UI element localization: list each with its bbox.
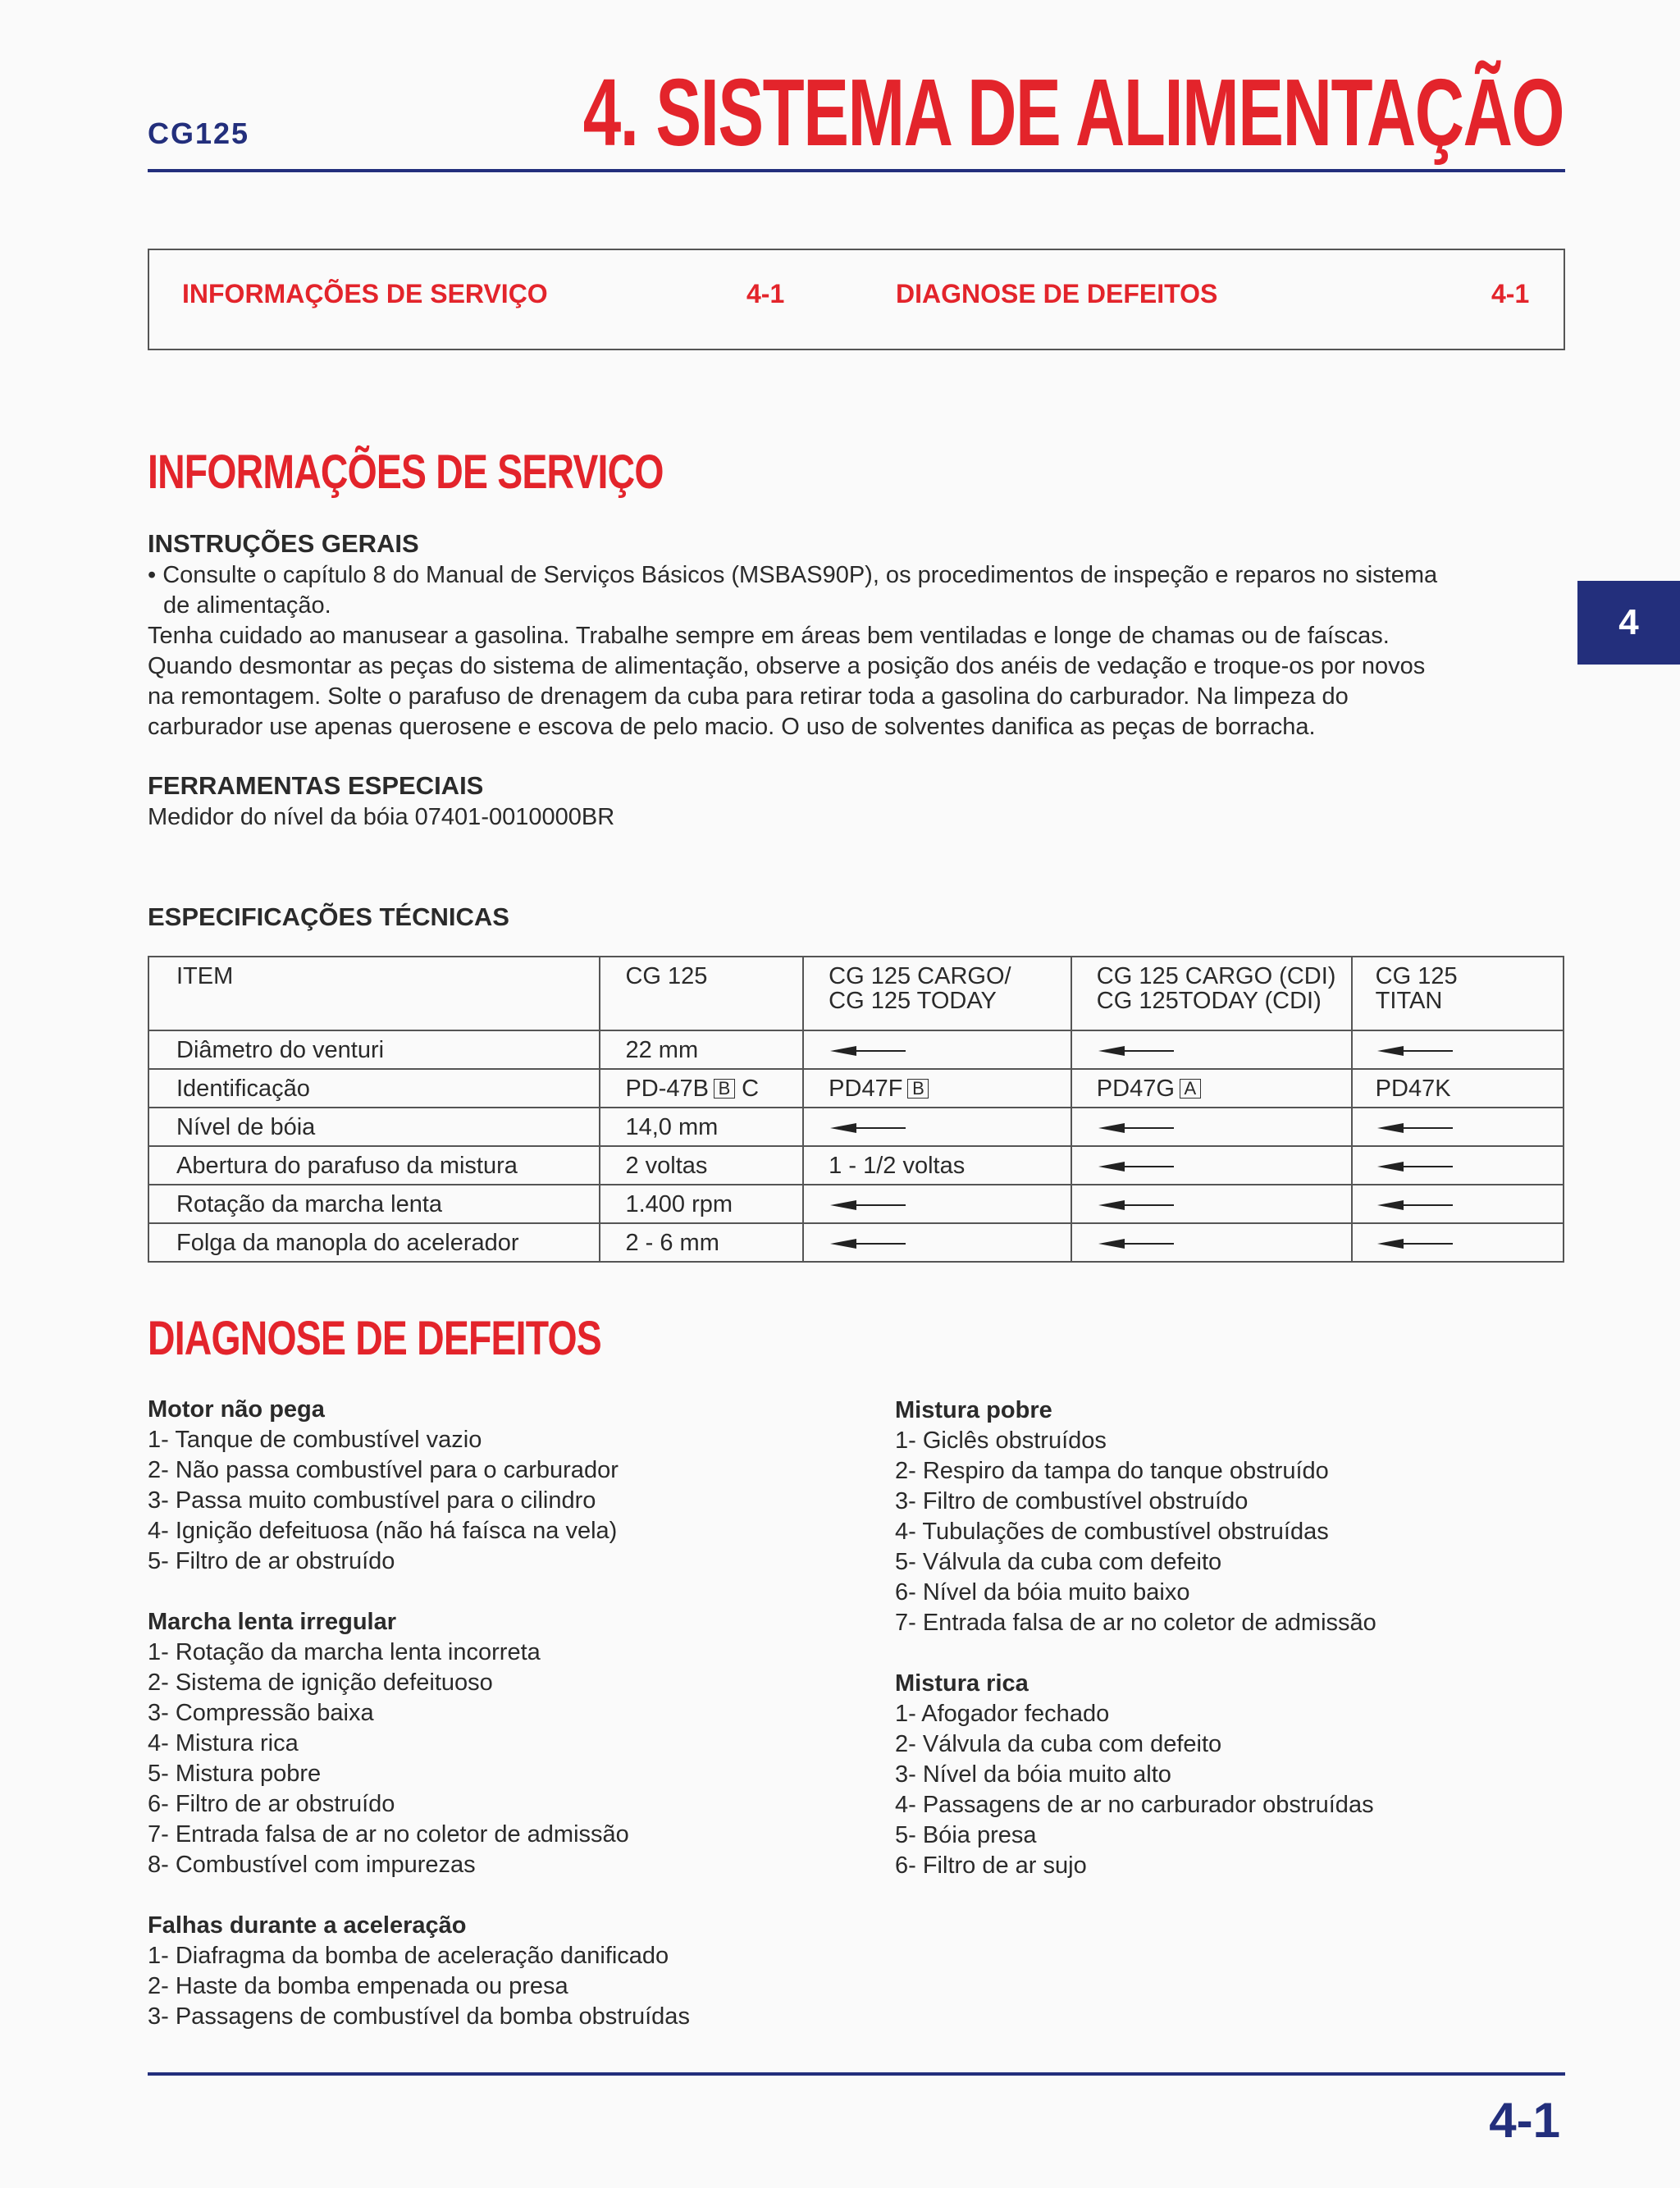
general-instructions-text	[148, 560, 1437, 742]
general-line: na remontagem. Solte o parafuso de drenagem da cuba para retirar toda a gasolina do carburador. Na limpeza do	[148, 683, 1349, 710]
list-item: 5- Mistura pobre	[148, 1761, 322, 1787]
general-line: • Consulte o capítulo 8 do Manual de Serviços Básicos (MSBAS90P), os procedimentos de inspeção e reparos no sistema	[148, 562, 1438, 588]
table-header-row	[148, 957, 1564, 1030]
table-row	[148, 1223, 1564, 1262]
carb-id: PD-47B	[625, 1075, 710, 1102]
value-cell: 2 - 6 mm	[600, 1223, 803, 1262]
list-item: 5- Filtro de ar obstruído	[148, 1548, 395, 1574]
section-title-service-info: INFORMAÇÕES DE SERVIÇO	[148, 445, 664, 499]
value-cell: 2 voltas	[600, 1146, 803, 1185]
left-arrow-icon	[1097, 1120, 1176, 1136]
header-line: CG 125 CARGO (CDI)	[1096, 963, 1336, 989]
list-item: 3- Filtro de combustível obstruído	[895, 1488, 1249, 1514]
header-cell	[1352, 957, 1564, 1030]
left-arrow-icon	[1097, 1236, 1176, 1252]
special-tools-title: FERRAMENTAS ESPECIAIS	[148, 771, 484, 800]
list-item: 2- Sistema de ignição defeituoso	[148, 1670, 493, 1696]
troubleshooting-left-column	[148, 1395, 690, 2032]
table-row	[148, 1069, 1564, 1108]
list-item: 1- Rotação da marcha lenta incorreta	[148, 1639, 541, 1665]
list-item: 7- Entrada falsa de ar no coletor de admissão	[148, 1821, 629, 1848]
symptom-title: Motor não pega	[148, 1396, 325, 1423]
list-item: 2- Válvula da cuba com defeito	[895, 1731, 1222, 1757]
header-rule	[148, 169, 1565, 172]
value-cell: 1 - 1/2 voltas	[803, 1146, 1071, 1185]
list-item: 4- Passagens de ar no carburador obstruídas	[895, 1792, 1374, 1818]
same-as-arrow-cell	[1352, 1146, 1564, 1185]
item-cell: Diâmetro do venturi	[148, 1030, 600, 1069]
boxed-letter: B	[907, 1079, 929, 1099]
list-item: 3- Passa muito combustível para o cilindro	[148, 1487, 596, 1514]
same-as-arrow-cell	[1352, 1108, 1564, 1146]
header-cell: CG 125	[600, 957, 803, 1030]
table-row	[148, 1185, 1564, 1223]
left-arrow-icon	[1376, 1236, 1454, 1252]
header-line: CG 125 CARGO/	[829, 963, 1011, 989]
value-cell: 14,0 mm	[600, 1108, 803, 1146]
header-cell	[1071, 957, 1352, 1030]
list-item: 1- Diafragma da bomba de aceleração danificado	[148, 1943, 669, 1969]
left-arrow-icon	[829, 1043, 907, 1059]
value-cell: PD47K	[1352, 1069, 1564, 1108]
table-row	[148, 1030, 1564, 1069]
model-label: CG125	[148, 116, 250, 150]
general-line: Tenha cuidado ao manusear a gasolina. Trabalhe sempre em áreas bem ventiladas e longe de chamas ou de faíscas.	[148, 623, 1390, 649]
specs-title: ESPECIFICAÇÕES TÉCNICAS	[148, 902, 509, 931]
item-cell: Folga da manopla do acelerador	[148, 1223, 600, 1262]
same-as-arrow-cell	[1071, 1030, 1352, 1069]
list-item: 1- Giclês obstruídos	[895, 1427, 1107, 1454]
boxed-letter: B	[714, 1079, 735, 1099]
left-arrow-icon	[1376, 1120, 1454, 1136]
list-item: 6- Filtro de ar obstruído	[148, 1791, 395, 1817]
same-as-arrow-cell	[1071, 1185, 1352, 1223]
toc-box	[148, 249, 1565, 350]
symptom-title: Marcha lenta irregular	[148, 1609, 396, 1635]
value-cell	[1071, 1069, 1352, 1108]
header-line: CG 125	[1375, 963, 1458, 989]
left-arrow-icon	[1376, 1043, 1454, 1059]
list-item: 8- Combustível com impurezas	[148, 1852, 476, 1878]
chapter-tab[interactable]: 4	[1577, 581, 1680, 665]
same-as-arrow-cell	[803, 1030, 1071, 1069]
general-line: carburador use apenas querosene e escova de pelo macio. O uso de solventes danifica as peças de borracha.	[148, 714, 1316, 740]
item-cell: Abertura do parafuso da mistura	[148, 1146, 600, 1185]
left-arrow-icon	[1376, 1197, 1454, 1213]
same-as-arrow-cell	[1071, 1108, 1352, 1146]
same-as-arrow-cell	[1071, 1146, 1352, 1185]
carb-id-suffix: C	[742, 1075, 760, 1102]
left-arrow-icon	[1376, 1158, 1454, 1175]
page-number: 4-1	[1489, 2093, 1560, 2148]
header-cell	[803, 957, 1071, 1030]
symptom-title: Falhas durante a aceleração	[148, 1912, 467, 1939]
same-as-arrow-cell	[1352, 1223, 1564, 1262]
header-line: TITAN	[1375, 988, 1443, 1014]
symptom-title: Mistura rica	[895, 1670, 1029, 1697]
carb-id: PD47F	[829, 1075, 903, 1102]
general-instructions-title: INSTRUÇÕES GERAIS	[148, 529, 419, 558]
list-item: 3- Compressão baixa	[148, 1700, 374, 1726]
general-line: de alimentação.	[163, 592, 331, 619]
same-as-arrow-cell	[803, 1223, 1071, 1262]
same-as-arrow-cell	[1071, 1223, 1352, 1262]
value-cell: 22 mm	[600, 1030, 803, 1069]
left-arrow-icon	[829, 1120, 907, 1136]
header-cell: ITEM	[148, 957, 600, 1030]
list-item: 3- Nível da bóia muito alto	[895, 1761, 1171, 1788]
value-cell: 1.400 rpm	[600, 1185, 803, 1223]
same-as-arrow-cell	[803, 1108, 1071, 1146]
left-arrow-icon	[1097, 1043, 1176, 1059]
tool-name: Medidor do nível da bóia	[148, 804, 409, 830]
section-title-troubleshooting: DIAGNOSE DE DEFEITOS	[148, 1312, 601, 1365]
list-item: 4- Ignição defeituosa (não há faísca na vela)	[148, 1518, 618, 1544]
tool-code: 07401-0010000BR	[414, 804, 615, 830]
chapter-title: 4. SISTEMA DE ALIMENTAÇÃO	[582, 59, 1564, 166]
list-item: 2- Haste da bomba empenada ou presa	[148, 1973, 568, 1999]
header-line: CG 125TODAY (CDI)	[1096, 988, 1322, 1014]
header-line: CG 125 TODAY	[829, 988, 997, 1014]
boxed-letter: A	[1180, 1079, 1201, 1099]
footer-rule	[148, 2072, 1565, 2076]
list-item: 1- Afogador fechado	[895, 1701, 1110, 1727]
symptom-title: Mistura pobre	[895, 1397, 1052, 1423]
list-item: 1- Tanque de combustível vazio	[148, 1427, 482, 1453]
left-arrow-icon	[1097, 1197, 1176, 1213]
list-item: 7- Entrada falsa de ar no coletor de admissão	[895, 1610, 1376, 1636]
list-item: 2- Respiro da tampa do tanque obstruído	[895, 1458, 1329, 1484]
spec-table	[148, 956, 1564, 1263]
toc-item-troubleshooting[interactable]: DIAGNOSE DE DEFEITOS	[896, 279, 1218, 308]
toc-page-service-info: 4-1	[746, 279, 785, 308]
troubleshooting-right-column	[895, 1395, 1376, 1881]
value-cell	[803, 1069, 1071, 1108]
value-cell	[600, 1069, 803, 1108]
item-cell: Rotação da marcha lenta	[148, 1185, 600, 1223]
table-row	[148, 1146, 1564, 1185]
list-item: 5- Bóia presa	[895, 1822, 1037, 1848]
item-cell: Nível de bóia	[148, 1108, 600, 1146]
same-as-arrow-cell	[803, 1185, 1071, 1223]
general-line: Quando desmontar as peças do sistema de alimentação, observe a posição dos anéis de vedação e troque-os por novos	[148, 653, 1426, 679]
left-arrow-icon	[829, 1197, 907, 1213]
left-arrow-icon	[1097, 1158, 1176, 1175]
item-cell: Identificação	[148, 1069, 600, 1108]
same-as-arrow-cell	[1352, 1030, 1564, 1069]
list-item: 3- Passagens de combustível da bomba obstruídas	[148, 2003, 690, 2030]
list-item: 4- Tubulações de combustível obstruídas	[895, 1519, 1329, 1545]
carb-id: PD47G	[1096, 1075, 1175, 1102]
list-item: 6- Nível da bóia muito baixo	[895, 1579, 1190, 1606]
special-tool-line	[148, 802, 614, 833]
list-item: 2- Não passa combustível para o carburador	[148, 1457, 619, 1483]
list-item: 5- Válvula da cuba com defeito	[895, 1549, 1222, 1575]
toc-page-troubleshooting: 4-1	[1491, 279, 1530, 308]
list-item: 4- Mistura rica	[148, 1730, 299, 1756]
same-as-arrow-cell	[1352, 1185, 1564, 1223]
list-item: 6- Filtro de ar sujo	[895, 1852, 1087, 1879]
toc-item-service-info[interactable]: INFORMAÇÕES DE SERVIÇO	[182, 279, 548, 308]
left-arrow-icon	[829, 1236, 907, 1252]
table-row	[148, 1108, 1564, 1146]
